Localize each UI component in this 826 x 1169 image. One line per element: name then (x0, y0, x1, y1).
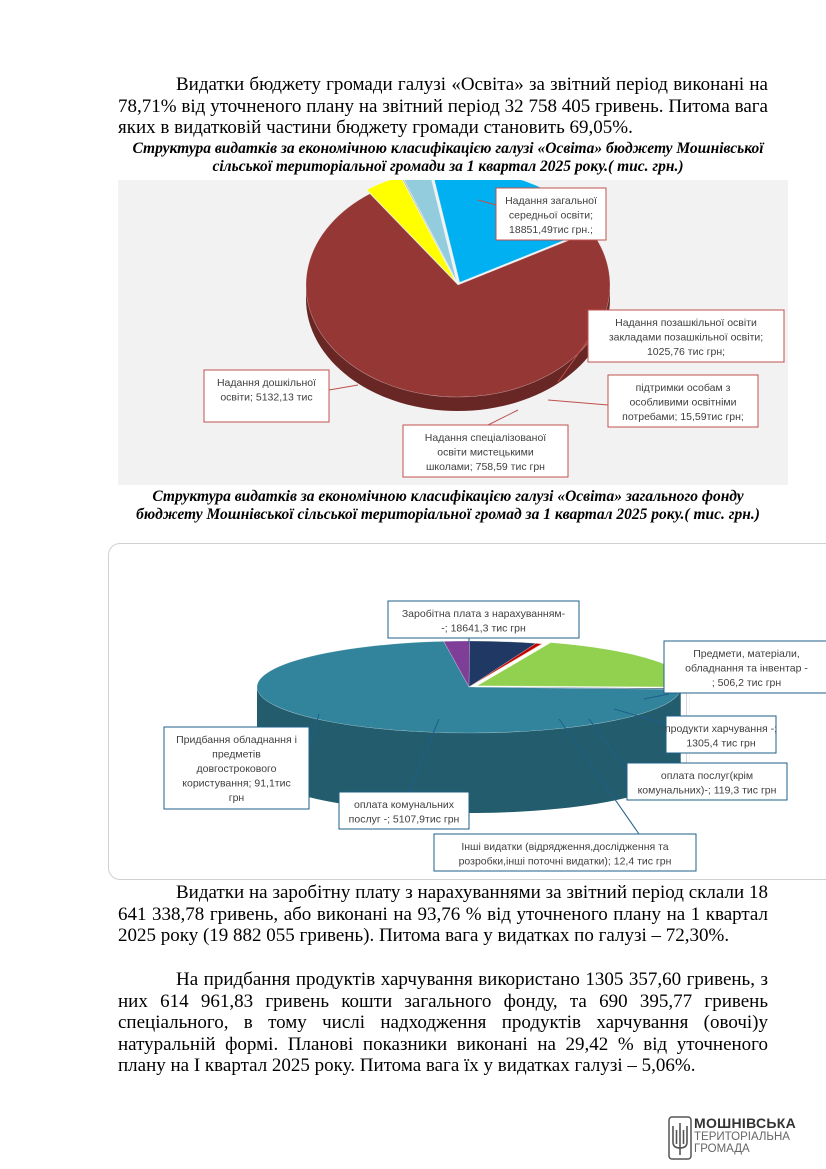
label-text: школами; 758,59 тис грн (426, 461, 545, 473)
label-text: оплата послуг(крім (660, 770, 754, 782)
leader-line (488, 410, 518, 425)
chart1-label-4 (204, 370, 358, 422)
label-text: 18851,49тис грн.; (509, 224, 593, 236)
chart2-label-0 (388, 601, 579, 644)
logo-line1: МОШНІВСЬКА (694, 1115, 797, 1131)
label-text: Надання дошкільної (216, 377, 317, 389)
label-text: продукти харчування -; (664, 723, 778, 735)
label-text: -; 18641,3 тис грн (441, 622, 526, 635)
leader-line (548, 400, 608, 405)
label-text: Надання загальної (505, 195, 597, 207)
chart2-label-6 (164, 714, 319, 809)
label-text: середньої освіти; (508, 209, 594, 222)
label-text: користування; 91,1тис (182, 777, 291, 790)
logo-line3: ГРОМАДА (694, 1143, 750, 1155)
label-text: предметів (212, 748, 261, 761)
label-text: комунальних)-; 119,3 тис грн (637, 784, 777, 797)
label-text: 1025,76 тис грн; (646, 346, 726, 358)
label-text: Придбання обладнання і (176, 734, 297, 746)
chart2-title: Структура видатків за економічною класифікацією галузі «Освіта» загального фонду бюджету Мошнівської сільської територіальної громад за 1 квартал 2025 року.( тис. грн.) (136, 488, 760, 523)
leader-line (329, 385, 358, 390)
label-text: закладами позашкільної освіти; (608, 331, 764, 344)
label-text: послуг -; 5107,9тис грн (348, 813, 460, 826)
label-text: 1305,4 тис грн (686, 737, 756, 750)
label-text: освіти мистецькими (437, 446, 534, 459)
chart2-pie (109, 544, 826, 879)
label-text: Заробітна плата з нарахуванням- (401, 608, 566, 620)
label-text: довгострокового (196, 763, 277, 775)
chart2-label-1 (644, 641, 826, 699)
label-text: Предмети, матеріали, (693, 648, 800, 660)
chart1-pie (118, 180, 788, 485)
chart1-label-3 (403, 410, 568, 477)
chart1-container (118, 180, 788, 485)
label-text: особливими освітніми (629, 396, 737, 409)
intro-paragraph: Видатки бюджету громади галузі «Освіта» за звітний період виконані на 78,71% від уточненого плану на звітний період 32 758 405 гривень. Питома вага яких в видатковій частини бюджету громади становить 69,05%. (118, 74, 768, 138)
community-logo (668, 1116, 818, 1162)
body-paragraph-salary: Видатки на заробітну плату з нарахуваннями за звітний період склали 18 641 338,78 гривень, або виконані на 93,76 % від уточненого плану на 1 квартал 2025 року (19 882 055 гривень). Питома вага у видатках по галузі – 72,30%. (118, 882, 768, 946)
chart2-container (108, 543, 826, 880)
logo-line2: ТЕРИТОРІАЛЬНА (694, 1131, 790, 1143)
label-text: освіти; 5132,13 тис (220, 391, 313, 404)
label-text: Надання спеціалізованої (424, 432, 547, 444)
label-text: потребами; 15,59тис грн; (622, 411, 744, 423)
label-text: розробки,інші поточні видатки); 12,4 тис грн (458, 855, 672, 868)
label-text: підтримки особам з (635, 382, 731, 394)
chart1-label-2 (548, 375, 758, 427)
chart1-label-0 (478, 188, 606, 240)
label-text: обладнання та інвентар - (685, 662, 808, 675)
label-text: Надання позашкільної освіти (615, 317, 757, 329)
trident-icon (668, 1116, 692, 1160)
pie-slices (257, 641, 689, 813)
label-text: Інші видатки (відрядження,дослідження та (461, 841, 669, 853)
chart1-title: Структура видатків за економічною класифікацією галузі «Освіта» бюджету Мошнівської сільської територіальної громади за 1 квартал 2025 року.( тис. грн.) (132, 140, 764, 175)
label-text: ; 506,2 тис грн (711, 677, 782, 689)
label-text: оплата комунальних (354, 799, 454, 811)
chart1-label-1 (558, 310, 784, 382)
label-text: грн (228, 792, 245, 804)
body-paragraph-food: На придбання продуктів харчування використано 1305 357,60 гривень, з них 614 961,83 гривень кошти загального фонду, та 690 395,77 гривень спеціального, в тому числі надходження продуктів харчування (овочі)у натуральній формі. Планові показники виконані на 29,42 % від уточненого плану на I квартал 2025 року. Питома вага їх у видатках галузі – 5,06%. (118, 969, 768, 1076)
